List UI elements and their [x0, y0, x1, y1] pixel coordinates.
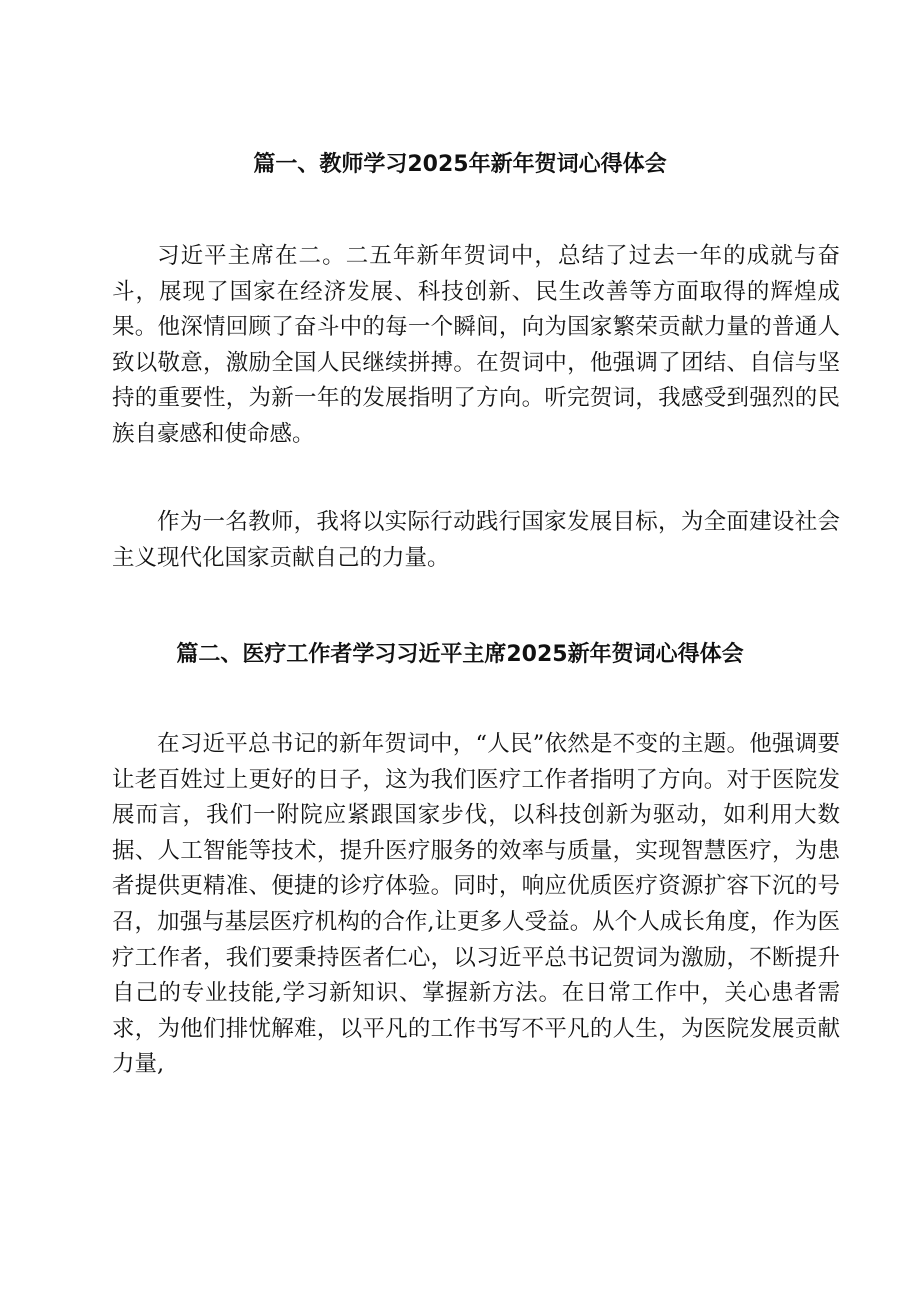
section-1-title: 篇一、教师学习2025年新年贺词心得体会 — [253, 152, 667, 177]
section-1-paragraph-2: 作为一名教师，我将以实际行动践行国家发展目标，为全面建设社会主义现代化国家贡献自己的力量。 — [112, 509, 840, 571]
section-1-paragraph-1: 习近平主席在二。二五年新年贺词中，总结了过去一年的成就与奋斗，展现了国家在经济发展、科技创新、民生改善等方面取得的辉煌成果。他深情回顾了奋斗中的每一个瞬间，向为国家繁荣贡献力量的普通人致以敬意，激励全国人民继续拼搏。在贺词中，他强调了团结、自信与坚持的重要性，为新一年的发展指明了方向。听完贺词，我感受到强烈的民族自豪感和使命感。 — [112, 243, 840, 447]
section-2-paragraph-1: 在习近平总书记的新年贺词中，“人民”依然是不变的主题。他强调要让老百姓过上更好的日子，这为我们医疗工作者指明了方向。对于医院发展而言，我们一附院应紧跟国家步伐，以科技创新为驱动，如利用大数据、人工智能等技术，提升医疗服务的效率与质量，实现智慧医疗，为患者提供更精准、便捷的诊疗体验。同时，响应优质医疗资源扩容下沉的号召，加强与基层医疗机构的合作,让更多人受益。从个人成长角度，作为医疗工作者，我们要秉持医者仁心，以习近平总书记贺词为激励，不断提升自己的专业技能,学习新知识、掌握新方法。在日常工作中，关心患者需求，为他们排忧解难，以平凡的工作书写不平凡的人生，为医院发展贡献力量, — [112, 731, 840, 1078]
section-2-title: 篇二、医疗工作者学习习近平主席2025新年贺词心得体会 — [176, 642, 744, 667]
